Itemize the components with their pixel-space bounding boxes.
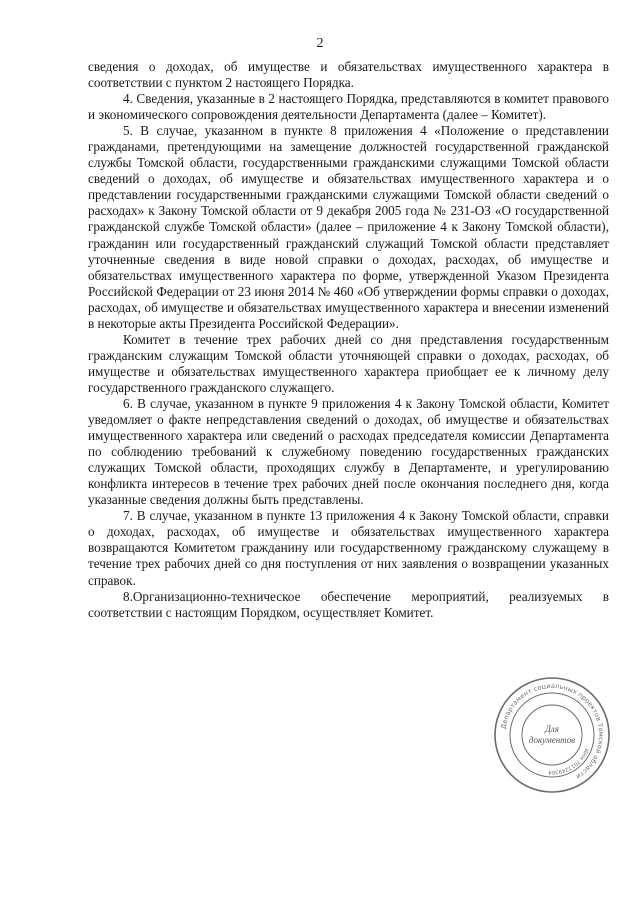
paragraph-committee: Комитет в течение трех рабочих дней со дня представления государственным гражданским служащим Томской области уточняющей справки о доходах, расходах, об имуществе и обязательствах имущественного характера приобщает ее к личному делу государственного гражданского служащего. [88, 331, 609, 395]
paragraph-item-4: 4. Сведения, указанные в 2 настоящего Порядка, представляются в комитет правового и экономического сопровождения деятельности Департамента (далее – Комитет). [88, 91, 609, 123]
paragraph-item-8: 8.Организационно-техническое обеспечение мероприятий, реализуемых в соответствии с настоящим Порядком, осуществляет Комитет. [88, 588, 609, 620]
paragraph-item-7: 7. В случае, указанном в пункте 13 приложения 4 к Закону Томской области, справки о доходах, расходах, об имуществе и обязательствах имущественного характера возвращаются Комитетом гражданину или государственному гражданскому служащему в течение трех рабочих дней со дня поступления от них заявления о возвращении указанных справок. [88, 508, 609, 588]
paragraph-item-5: 5. В случае, указанном в пункте 8 приложения 4 «Положение о представлении гражданами, претендующими на замещение должностей государственной гражданской службы Томской области, государственными гражданскими служащими Томской области сведений о доходах, об имуществе и обязательствах имущественного характера и о представлении государственными гражданскими служащими Томской области сведений о расходах» к Закону Томской области от 9 декабря 2005 года № 231-ОЗ «О государственной гражданской службе Томской области» (далее – приложение 4 к Закону Томской области), гражданин или государственный гражданский служащий Томской области представляет уточненные сведения в виде новой справки о доходах, расходах, об имуществе и обязательствах имущественного характера по форме, утвержденной Указом Президента Российской Федерации от 23 июня 2014 № 460 «Об утверждении формы справки о доходах, расходах, об имуществе и обязательствах имущественного характера и внесении изменений в некоторые акты Президента Российской Федерации». [88, 123, 609, 331]
page-number: 2 [316, 36, 324, 51]
official-stamp [492, 675, 612, 795]
stamp-ring-text: Департамент социальных проектов Томской области [499, 681, 606, 781]
document-body [88, 59, 609, 621]
paragraph-continuation: сведения о доходах, об имуществе и обязательствах имущественного характера в соответствии с пунктом 2 настоящего Порядка. [88, 59, 609, 91]
stamp-center-line1: Для [545, 724, 559, 734]
paragraph-item-6: 6. В случае, указанном в пункте 9 приложения 4 к Закону Томской области, Комитет уведомляет о факте непредставления сведений о доходах, об имуществе и обязательствах имущественного характера или сведений о расходах председателя комиссии Департамента по соблюдению требований к служебному поведению государственных гражданских служащих Томской области, проходящих службу в Департаменте, и урегулированию конфликта интересов в течение трех рабочих дней после окончания последнего дня, когда указанные сведения должны быть представлены. [88, 395, 609, 508]
stamp-inner-number: ИНН 7017249364 [548, 747, 590, 776]
stamp-center-line2: документов [528, 735, 576, 745]
